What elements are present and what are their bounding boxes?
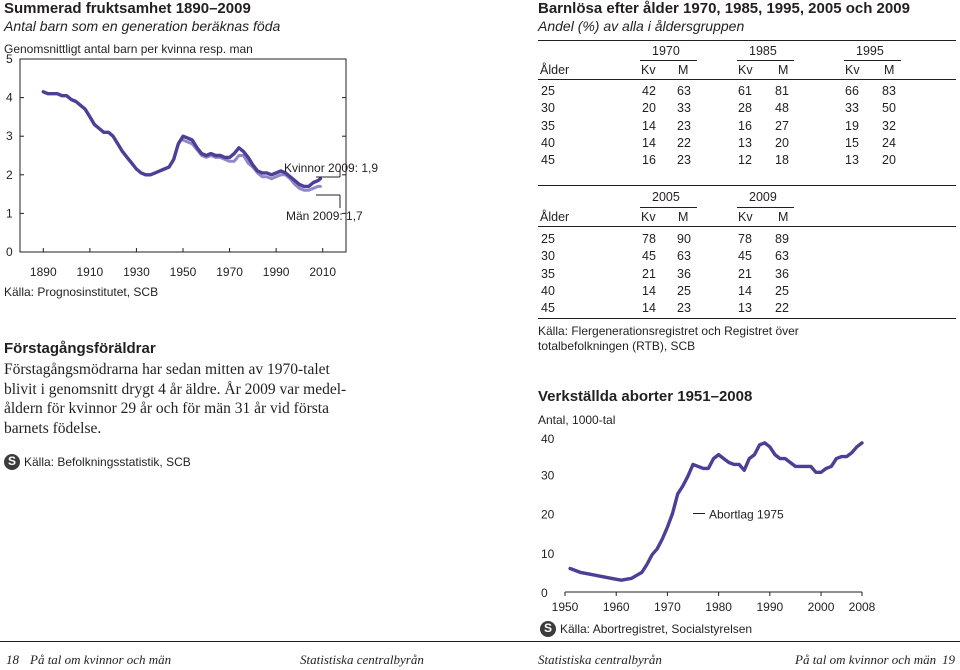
- chart1-source: Källa: Prognosinstitutet, SCB: [4, 285, 159, 299]
- table-cell: 81: [775, 84, 789, 98]
- table-cell-age: 35: [541, 118, 555, 133]
- table-cell: 23: [677, 153, 691, 168]
- table-cell-age: 40: [541, 135, 555, 150]
- table-cell: 33: [845, 101, 859, 116]
- table-cell: 23: [677, 301, 691, 316]
- y-tick-label: 2: [6, 167, 13, 182]
- table-cell: 45: [738, 249, 752, 264]
- table-cell: 21: [642, 266, 656, 281]
- footer-rule: [0, 641, 960, 642]
- table-cell: 20: [775, 135, 789, 150]
- table-cell: 22: [775, 301, 789, 316]
- table-cell-age: 30: [541, 101, 555, 116]
- table-subtitle: Andel (%) av alla i åldersgruppen: [538, 18, 745, 34]
- body-line: Förstagångsmödrarna har sedan mitten av 1970-talet: [4, 361, 330, 378]
- table-cell: 15: [845, 135, 859, 150]
- y-tick-label: 0: [6, 245, 13, 259]
- x-tick-label: 2000: [807, 600, 835, 614]
- table-cell: 12: [738, 153, 752, 168]
- y-tick-label: 40: [541, 432, 555, 446]
- x-tick-label: 1970: [654, 600, 681, 614]
- table-cell: 18: [775, 153, 789, 168]
- body-line: åldern för kvinnor 29 år och för män 31 år vid första: [4, 400, 329, 417]
- table-cell: 13: [845, 153, 859, 168]
- table-cell-age: 25: [541, 84, 555, 98]
- chart2-ylabel: Antal, 1000-tal: [538, 413, 616, 427]
- year-header: 1995: [856, 44, 884, 58]
- table-cell: 63: [677, 249, 691, 264]
- y-tick-label: 3: [6, 129, 13, 144]
- x-tick-label: 1890: [29, 265, 57, 279]
- x-tick-label: 2008: [848, 600, 876, 614]
- m-header: M: [778, 210, 789, 224]
- table-cell: 20: [642, 101, 656, 116]
- body-source: Källa: Befolkningsstatistik, SCB: [24, 455, 191, 469]
- year-header: 2005: [652, 190, 680, 204]
- table-cell: 45: [642, 249, 656, 264]
- footer-left-page: 18: [6, 652, 19, 667]
- x-tick-label: 1950: [169, 265, 197, 279]
- table-cell: 27: [775, 118, 789, 133]
- year-header: 1985: [749, 44, 777, 58]
- table-cell: 23: [677, 118, 691, 133]
- kv-header: Kv: [641, 63, 656, 77]
- source-icon: [540, 621, 556, 637]
- table-cell-age: 40: [541, 283, 555, 298]
- table-cell: 33: [677, 101, 691, 116]
- table-cell: 13: [738, 301, 752, 316]
- footer-right-publisher: Statistiska centralbyrån: [538, 652, 662, 667]
- footer-left-title: På tal om kvinnor och män: [30, 652, 172, 667]
- table-cell: 66: [845, 84, 859, 98]
- kv-header: Kv: [738, 210, 753, 224]
- table-cell-age: 45: [541, 301, 555, 316]
- table-cell: 13: [738, 135, 752, 150]
- age-header: Ålder: [540, 63, 570, 77]
- chart1-ylabel: Genomsnittligt antal barn per kvinna resp. man: [4, 42, 253, 56]
- chart2-title: Verkställda aborter 1951–2008: [538, 388, 753, 405]
- m-header: M: [678, 63, 689, 77]
- x-tick-label: 1960: [602, 600, 630, 614]
- chart1-subtitle: Antal barn som en generation beräknas föda: [4, 18, 281, 34]
- annotation-women: Kvinnor 2009: 1,9: [284, 161, 379, 175]
- y-tick-label: 5: [6, 52, 13, 66]
- table-cell: 78: [738, 232, 752, 246]
- table-cell-age: 45: [541, 153, 555, 168]
- table-cell: 14: [642, 283, 656, 298]
- table-cell: 25: [775, 283, 789, 298]
- table-cell: 63: [677, 84, 691, 98]
- chart1-title: Summerad fruktsamhet 1890–2009: [4, 0, 251, 17]
- x-tick-label: 1980: [705, 600, 732, 614]
- table-cell: 21: [738, 266, 752, 281]
- table-cell: 25: [677, 283, 691, 298]
- annotation-abortlag: Abortlag 1975: [709, 507, 784, 522]
- x-tick-label: 1910: [76, 265, 104, 279]
- table-cell: 61: [738, 84, 752, 98]
- x-tick-label: 1950: [551, 600, 579, 614]
- table-cell-age: 35: [541, 266, 555, 281]
- footer-left-publisher: Statistiska centralbyrån: [300, 652, 424, 667]
- footer-right-page: 19: [942, 652, 955, 667]
- y-tick-label: 10: [541, 546, 555, 561]
- table-cell: 14: [738, 283, 752, 298]
- x-tick-label: 2010: [309, 265, 337, 279]
- table-cell-age: 25: [541, 232, 555, 246]
- annotation-men: Män 2009: 1,7: [286, 209, 363, 223]
- y-tick-label: 20: [541, 507, 555, 522]
- table-cell: 28: [738, 101, 752, 116]
- section-heading: Förstagångsföräldrar: [4, 340, 156, 357]
- table-cell: 14: [642, 135, 656, 150]
- table-cell-age: 30: [541, 249, 555, 264]
- body-line: blivit i genomsnitt drygt 4 år äldre. År 2009 var medel-: [4, 380, 347, 398]
- table-source-line2: totalbefolkningen (RTB), SCB: [538, 339, 696, 353]
- table-cell: 19: [845, 118, 859, 133]
- y-tick-label: 0: [541, 586, 548, 600]
- m-header: M: [778, 63, 789, 77]
- table-cell: 42: [642, 84, 656, 98]
- table-source-line1: Källa: Flergenerationsregistret och Registret över: [538, 324, 799, 338]
- table-cell: 22: [677, 135, 691, 150]
- table-cell: 36: [775, 266, 789, 281]
- kv-header: Kv: [641, 210, 656, 224]
- table-cell: 14: [642, 118, 656, 133]
- x-tick-label: 1990: [262, 265, 290, 279]
- table-cell: 63: [775, 249, 789, 264]
- footer-right-title: På tal om kvinnor och män: [795, 652, 937, 667]
- table-title: Barnlösa efter ålder 1970, 1985, 1995, 2005 och 2009: [538, 0, 910, 17]
- x-tick-label: 1930: [123, 265, 150, 279]
- year-header: 2009: [749, 190, 777, 204]
- year-header: 1970: [652, 44, 680, 58]
- table-cell: 24: [882, 135, 896, 150]
- table-cell: 14: [642, 301, 656, 316]
- x-tick-label: 1990: [756, 600, 784, 614]
- table-cell: 78: [642, 232, 656, 246]
- m-header: M: [678, 210, 689, 224]
- m-header: M: [884, 63, 895, 77]
- chart2-source: Källa: Abortregistret, Socialstyrelsen: [560, 622, 753, 636]
- table-cell: 90: [677, 232, 691, 246]
- y-tick-label: 1: [6, 206, 13, 221]
- y-tick-label: 30: [541, 468, 555, 483]
- table-cell: 48: [775, 101, 789, 116]
- x-tick-label: 1970: [216, 265, 243, 279]
- table-cell: 16: [738, 118, 752, 133]
- kv-header: Kv: [845, 63, 860, 77]
- kv-header: Kv: [738, 63, 753, 77]
- y-tick-label: 4: [6, 90, 13, 105]
- table-cell: 89: [775, 232, 789, 246]
- table-cell: 83: [882, 84, 896, 98]
- table-cell: 50: [882, 101, 896, 116]
- table-cell: 20: [882, 153, 896, 168]
- body-line: barnets födelse.: [4, 419, 102, 437]
- table-cell: 36: [677, 266, 691, 281]
- table-cell: 32: [882, 118, 896, 133]
- age-header: Ålder: [540, 210, 570, 224]
- table-cell: 16: [642, 153, 656, 168]
